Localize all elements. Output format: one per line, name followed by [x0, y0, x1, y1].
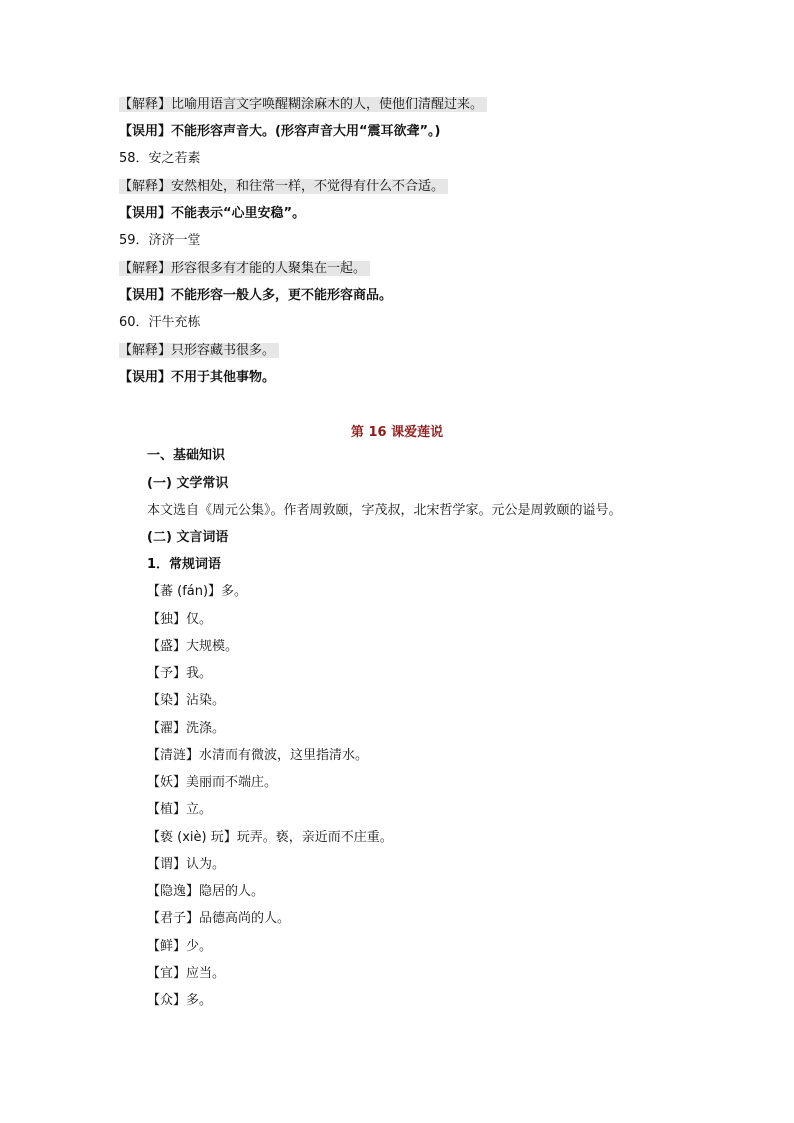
- vocab-item: 【谓】认为。: [147, 857, 226, 872]
- subsection-heading-common-words: 1．常规词语: [147, 557, 222, 572]
- lesson-title: 第 16 课爱莲说: [350, 425, 444, 440]
- vocab-item: 【染】沾染。: [147, 693, 226, 708]
- misuse-line: 【误用】不能表示“心里安稳”。: [119, 206, 306, 221]
- vocab-item: 【隐逸】隐居的人。: [147, 884, 265, 899]
- section-heading-basic: 一、基础知识: [147, 448, 226, 463]
- vocab-item: 【宜】应当。: [147, 966, 226, 981]
- explanation-line: 【解释】安然相处，和往常一样，不觉得有什么不合适。: [119, 178, 448, 196]
- vocab-item: 【植】立。: [147, 802, 213, 817]
- literature-text: 本文选自《周元公集》。作者周敦颐，字茂叔，北宋哲学家。元公是周敦颐的谥号。: [147, 503, 622, 518]
- vocab-item: 【妖】美丽而不端庄。: [147, 775, 278, 790]
- explanation-line: 【解释】比喻用语言文字唤醒糊涂麻木的人，使他们清醒过来。: [119, 96, 487, 114]
- vocab-item: 【予】我。: [147, 666, 213, 681]
- vocab-item: 【濯】洗涤。: [147, 721, 226, 736]
- vocab-item: 【亵 (xiè) 玩】玩弄。亵，亲近而不庄重。: [147, 830, 393, 845]
- explanation-line: 【解释】只形容藏书很多。: [119, 342, 279, 360]
- vocab-item: 【众】多。: [147, 993, 213, 1008]
- idiom-heading: 58．安之若素: [119, 151, 201, 166]
- subsection-heading-classical: (二) 文言词语: [147, 530, 229, 545]
- vocab-item: 【独】仅。: [147, 612, 213, 627]
- explanation-line: 【解释】形容很多有才能的人聚集在一起。: [119, 260, 370, 278]
- idiom-heading: 60．汗牛充栋: [119, 315, 201, 330]
- vocab-item: 【清涟】水清而有微波，这里指清水。: [147, 748, 369, 763]
- misuse-line: 【误用】不用于其他事物。: [119, 370, 276, 385]
- vocab-item: 【君子】品德高尚的人。: [147, 911, 291, 926]
- vocab-item: 【盛】大规模。: [147, 639, 239, 654]
- subsection-heading-literature: (一) 文学常识: [147, 476, 229, 491]
- idiom-heading: 59．济济一堂: [119, 233, 201, 248]
- vocab-item: 【鲜】少。: [147, 939, 213, 954]
- misuse-line: 【误用】不能形容一般人多，更不能形容商品。: [119, 288, 393, 303]
- vocab-item: 【蕃 (fán)】多。: [147, 584, 248, 599]
- misuse-line: 【误用】不能形容声音大。(形容声音大用“震耳欲聋”。): [119, 124, 441, 139]
